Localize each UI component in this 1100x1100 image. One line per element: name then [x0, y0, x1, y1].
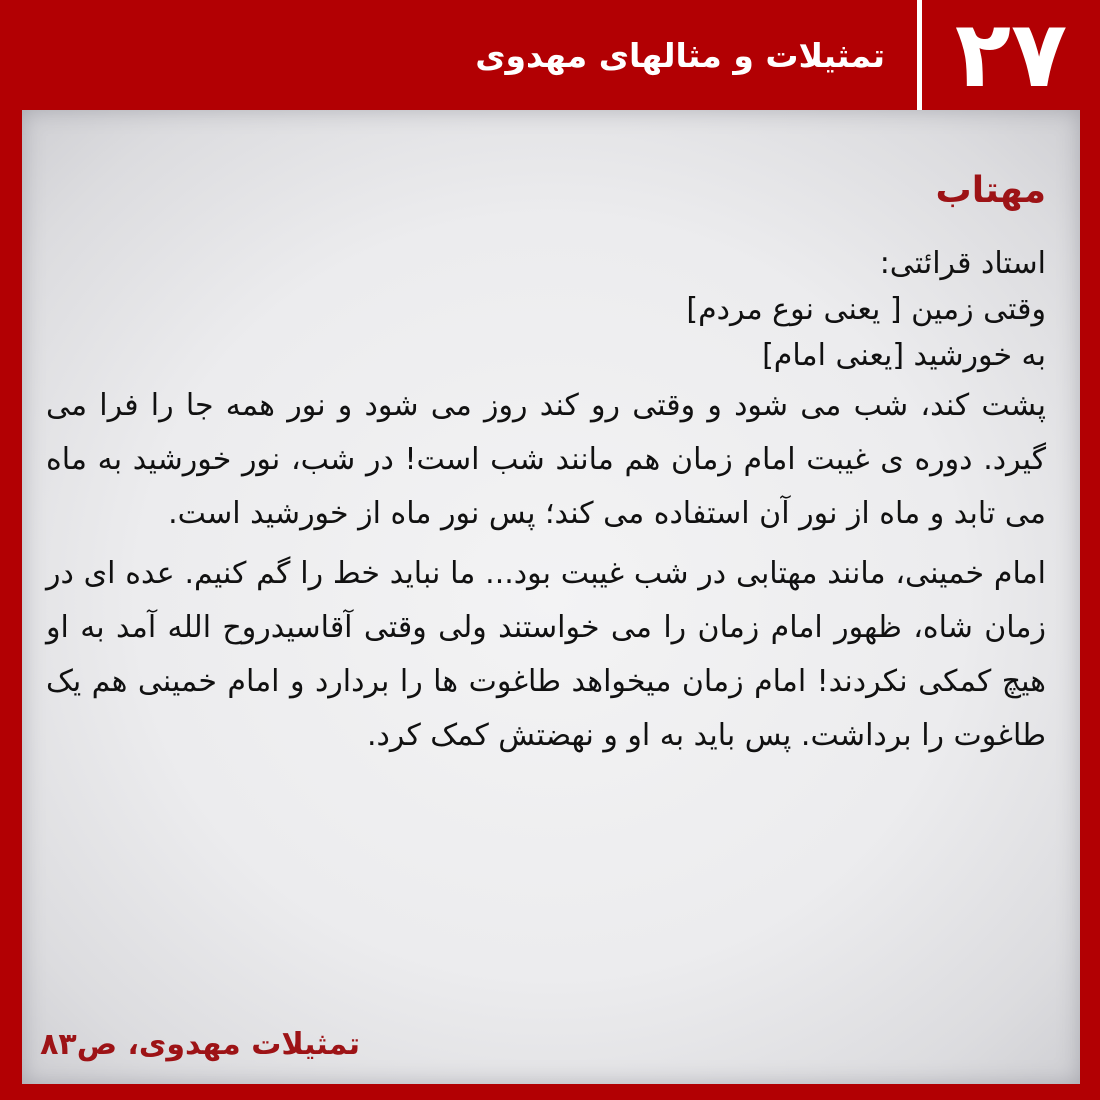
- series-title: تمثیلات و مثالهای مهدوی: [475, 35, 885, 75]
- article-title: مهتاب: [935, 170, 1046, 211]
- text-line: به خورشید [یعنی امام]: [762, 338, 1046, 373]
- paragraph: امام خمینی، مانند مهتابی در شب غیبت بود... ما نباید خط را گم کنیم. عده ای در زمان شاه، ظهور امام زمان را می خواستند ولی وقتی آقاسیدروح الله آمد به او هیچ کمکی نکردند! امام زمان میخواهد طاغوت ها را بردارد و امام خمینی هم یک طاغوت را برداشت. پس باید به او و نهضتش کمک کرد.: [46, 556, 1046, 753]
- text-line: استاد قرائتی:: [879, 246, 1046, 281]
- episode-number: ۲۷: [954, 1, 1068, 108]
- content-panel: [22, 110, 1080, 1084]
- paragraph: پشت کند، شب می شود و وقتی رو کند روز می شود و نور همه جا را فرا می گیرد. دوره ی غیبت امام زمان هم مانند شب است! در شب، نور خورشید به ماه می تابد و ماه از نور آن استفاده می کند؛ پس نور ماه از خورشید است.: [46, 388, 1046, 531]
- text-line: وقتی زمین [ یعنی نوع مردم]: [686, 292, 1046, 327]
- header-divider: [917, 0, 922, 110]
- header-bar: [0, 0, 1100, 110]
- article-body: [46, 170, 1046, 763]
- source-citation: تمثیلات مهدوی، ص۸۳: [40, 1027, 360, 1062]
